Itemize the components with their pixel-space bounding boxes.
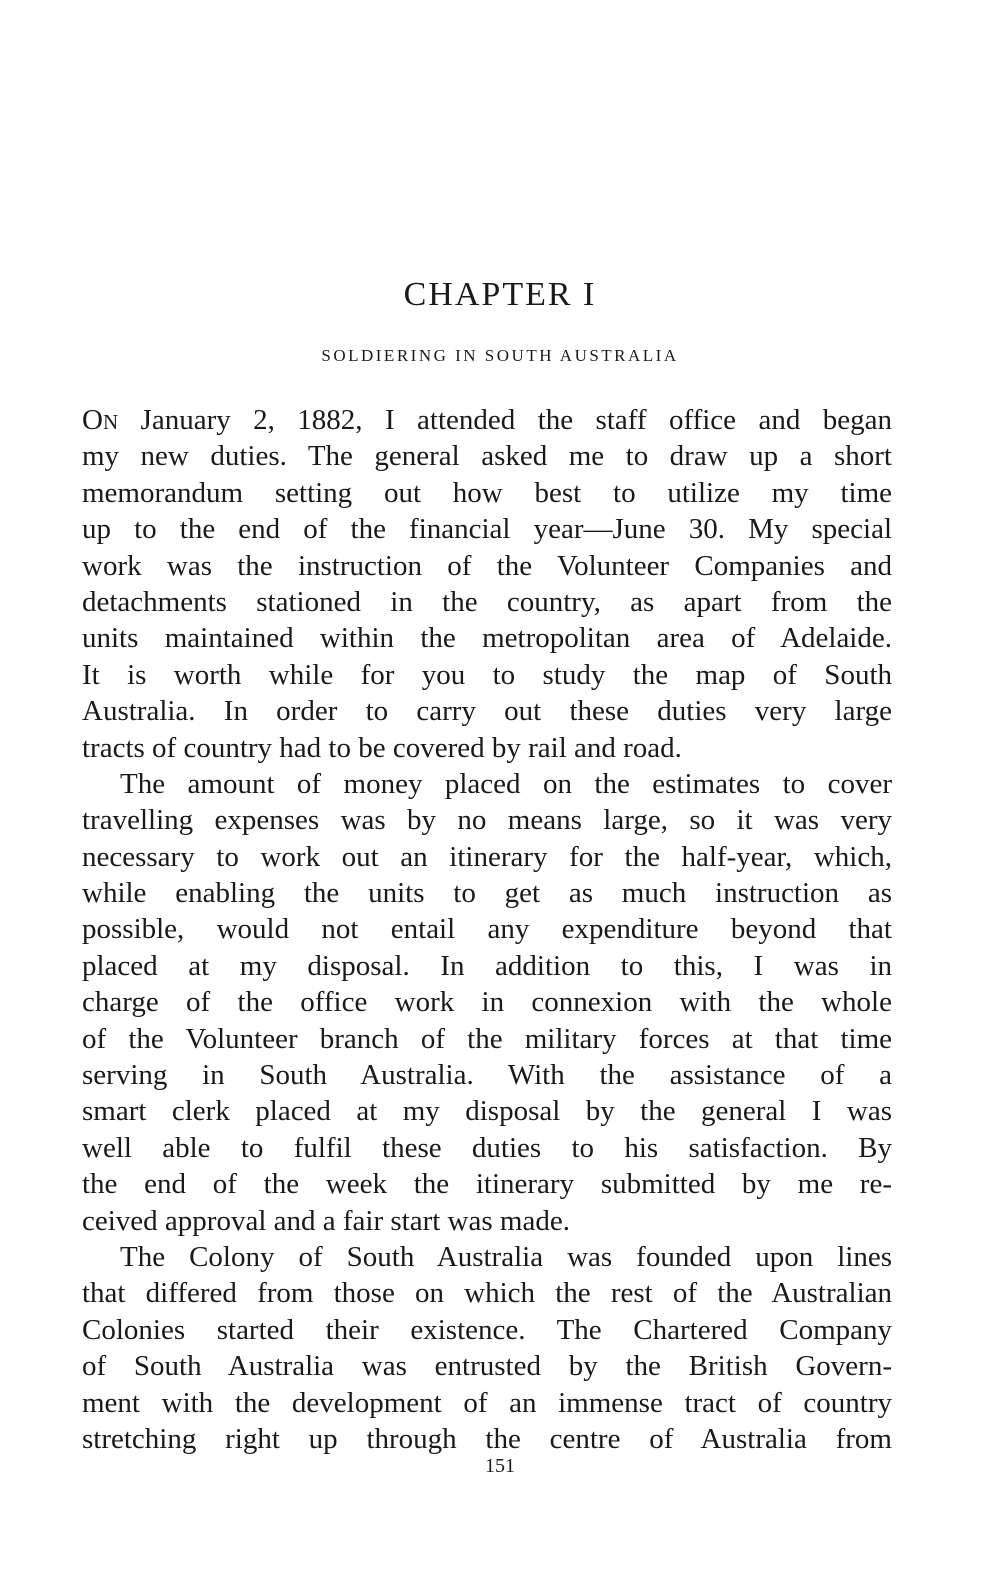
text-line: of the Volunteer branch of the military forces at that time	[82, 1022, 892, 1055]
text-line: my new duties. The general asked me to draw up a short	[82, 440, 892, 473]
text-line: travelling expenses was by no means large, so it was very	[82, 804, 892, 837]
text-line: possible, would not entail any expenditure beyond that	[82, 913, 892, 946]
text-line: the end of the week the itinerary submitted by me re-	[82, 1168, 892, 1201]
chapter-subtitle: SOLDIERING IN SOUTH AUSTRALIA	[321, 346, 679, 365]
text-line: charge of the office work in connexion with the whole	[82, 986, 892, 1019]
text-line: The amount of money placed on the estimates to cover	[120, 767, 892, 800]
text-line: serving in South Australia. With the assistance of a	[82, 1059, 892, 1092]
text-line: that differed from those on which the rest of the Australian	[82, 1277, 892, 1310]
text-line: units maintained within the metropolitan area of Adelaide.	[82, 622, 892, 655]
text-line-content: January 2, 1882, I attended the staff office and began	[118, 404, 892, 436]
body-text	[82, 402, 892, 1457]
text-line: placed at my disposal. In addition to this, I was in	[82, 949, 892, 982]
text-line: It is worth while for you to study the map of South	[82, 658, 892, 691]
text-line: stretching right up through the centre of Australia from	[82, 1422, 892, 1455]
page-number: 151	[485, 1455, 515, 1477]
text-line: well able to fulfil these duties to his satisfaction. By	[82, 1131, 892, 1164]
text-line: detachments stationed in the country, as apart from the	[82, 585, 892, 618]
text-line: ment with the development of an immense tract of country	[82, 1386, 892, 1419]
smallcap: N	[102, 410, 119, 434]
text-line: smart clerk placed at my disposal by the general I was	[82, 1095, 892, 1128]
text-line: Colonies started their existence. The Chartered Company	[82, 1313, 892, 1346]
chapter-title: CHAPTER I	[403, 276, 597, 313]
text-line: memorandum setting out how best to utilize my time	[82, 476, 892, 509]
text-line: up to the end of the financial year—June 30. My special	[82, 513, 892, 546]
text-line: The Colony of South Australia was founded upon lines	[120, 1240, 892, 1273]
text-line: of South Australia was entrusted by the British Govern-	[82, 1350, 892, 1383]
text-line: necessary to work out an itinerary for the half-year, which,	[82, 840, 892, 873]
text-line: ceived approval and a fair start was made.	[82, 1204, 570, 1237]
text-line: while enabling the units to get as much instruction as	[82, 877, 892, 910]
dropcap: O	[82, 404, 103, 436]
text-line	[82, 402, 892, 438]
text-line: work was the instruction of the Volunteer Companies and	[82, 549, 892, 582]
text-line: tracts of country had to be covered by rail and road.	[82, 731, 682, 764]
text-line: Australia. In order to carry out these duties very large	[82, 695, 892, 728]
